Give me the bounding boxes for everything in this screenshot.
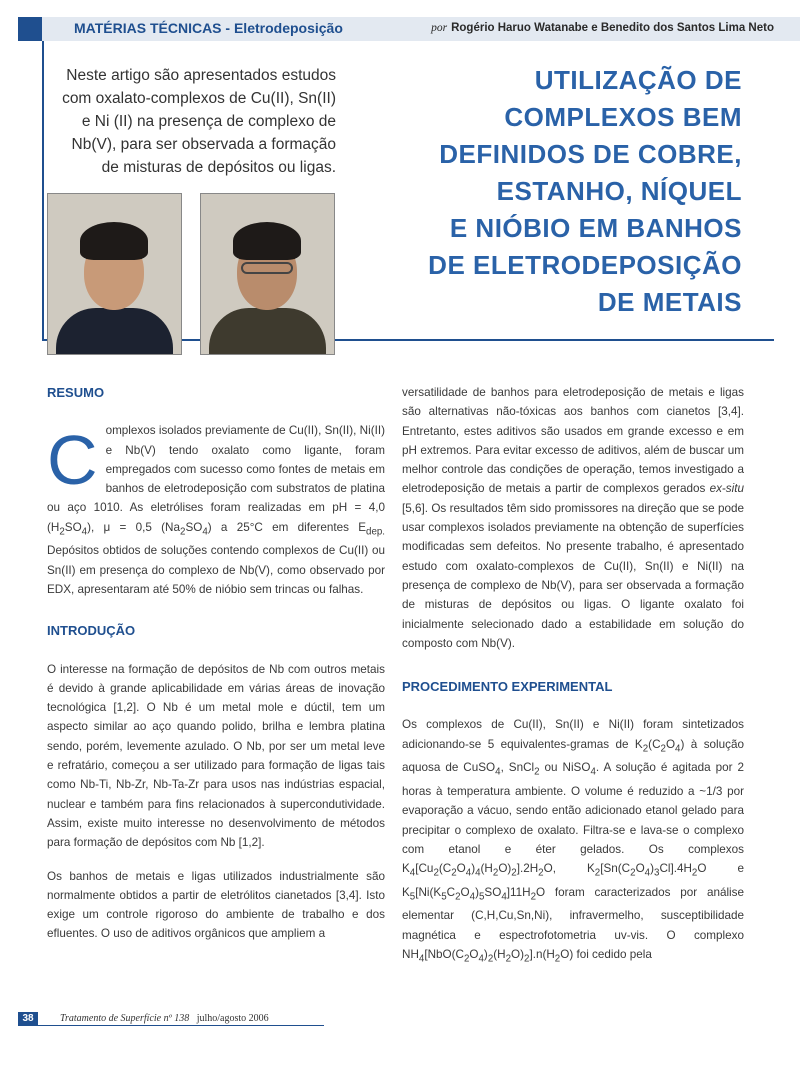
title-line: ESTANHO, NÍQUEL: [496, 176, 742, 206]
footer-citation: [60, 1013, 269, 1024]
footer-rule: [38, 1025, 324, 1026]
author-photo-1: [47, 193, 182, 355]
glasses-shape: [241, 262, 293, 274]
left-column: [47, 383, 385, 958]
section-label: MATÉRIAS TÉCNICAS - Eletrodeposição: [74, 20, 343, 36]
title-line: UTILIZAÇÃO DE: [534, 65, 742, 95]
author-photo-2: [200, 193, 335, 355]
title-line: DE METAIS: [597, 287, 742, 317]
author-names: Rogério Haruo Watanabe e Benedito dos Santos Lima Neto: [451, 22, 774, 34]
introducao-paragraph-2: Os banhos de metais e ligas utilizados industrialmente são normalmente obtidos a partir de eletrólitos cianetados [3,4]. Isto exige um controle rigoroso do ambiente de trabalho e dos efluentes. O uso de aditivos orgânicos que ampliem a: [47, 869, 385, 941]
author-line: [431, 22, 774, 34]
title-line: COMPLEXOS BEM: [504, 102, 742, 132]
magazine-name: Tratamento de Superfície nº 138: [60, 1013, 190, 1024]
introducao-paragraph-3: versatilidade de banhos para eletrodeposição de metais e ligas são alternativas não-tóxicas aos banhos com cianetos [3,4]. Entretanto, estes aditivos são usados em grande excesso e em pH extremos. Para evitar excesso de aditivos, além de buscar um melhor controle das condições de operação, temos investigado a eletrodeposição de metais a partir de complexos gerados ex-situ [5,6]. Os resultados têm sido promissores na direção que se pode usar complexos isolados previamente na obtenção de superfícies modificadas sem defeitos. No presente trabalho, é apresentado estudo com oxalato-complexos de Cu(II), Sn(II) e Ni(II) na presença de complexo de Nb(V), para ser observada a formação de misturas de depósitos ou ligas. O ligante oxalato foi inicialmente selecionado dado a estabilidade em solução do composto com Nb(V).: [402, 386, 744, 650]
author-prefix: por: [431, 22, 448, 34]
drop-cap: C: [47, 421, 98, 500]
issue-date: julho/agosto 2006: [196, 1013, 269, 1024]
title-line: E NIÓBIO EM BANHOS: [449, 213, 742, 243]
introducao-heading: INTRODUÇÃO: [47, 623, 136, 639]
title-line: DE ELETRODEPOSIÇÃO: [428, 250, 742, 280]
right-column: [402, 383, 744, 983]
procedimento-heading: PROCEDIMENTO EXPERIMENTAL: [402, 679, 613, 695]
header-tab-marker: [18, 17, 42, 41]
page-number: 38: [18, 1012, 38, 1026]
resumo-heading: RESUMO: [47, 385, 105, 400]
article-title: [362, 62, 742, 321]
frame-vertical-rule: [42, 41, 44, 341]
resumo-paragraph: Complexos isolados previamente de Cu(II), Sn(II), Ni(II) e Nb(V) tendo oxalato como ligante, foram empregados com sucesso como fontes de metais em banhos de eletrodeposição com substratos de platina ou aço 1010. As eletrólises foram realizadas em pH = 4,0 $(H_2SO_4)$, μ = 0,5 $(Na_2SO_4)$ a 25°C em diferentes $E_{dep.}$ Depósitos obtidos de soluções contendo complexos de Cu(II) ou Sn(II) em presença do complexo de Nb(V), como observado por EDX, apresentaram até 50% de nióbio sem trincas ou falhas.: [47, 421, 385, 596]
procedimento-paragraph: Os complexos de Cu(II), Sn(II) e Ni(II) foram sintetizados adicionando-se 5 equivalentes-gramas de $K_2(C_2O_4)$ à solução aquosa de CuSO$_4$, SnCl$_2$ ou NiSO$_4$. A solução é agitada por 2 horas à temperatura ambiente. O volume é reduzido a ~1/3 por evaporação a vácuo, sendo então adicionado etanol gelado para precipitar o complexo de oxalato. Filtra-se e lava-se o complexo com etanol e éter gelados. Os complexos $K_4[Cu_2(C_2O_4)_4(H_2O)_2].2H_2O$, $K_2[Sn(C_2O_4)_3Cl].4H_2O$ e $K_5[Ni(K_5C_2O_4)_5SO_4]11H_2O$ foram caracterizados por análise elementar (C,H,Cu,Sn,Ni), infravermelho, susceptibilidade magnética e espectrofotometria uv-vis. O complexo $NH_4[NbO(C_2O_4)_2(H_2O)_2].n(H_2O)$ foi cedido pela: [402, 718, 744, 965]
title-line: DEFINIDOS DE COBRE,: [439, 139, 742, 169]
introducao-paragraph-1: O interesse na formação de depósitos de Nb com outros metais é devido à grande aplicabilidade em várias áreas de inovação tecnológica [1,2]. O Nb é um metal mole e dúctil, tem um aspecto similar ao aço quando polido, brilha e lembra platina sendo, porém, levemente azulado. O Nb, por ser um metal leve e refratário, começou a ser utilizado para formação de ligas tais como Nb-Ti, Nb-Zr, Nb-Ta-Zr para usos nas indústrias espacial, nuclear e também para fins relacionados à supercondutividade. Assim, existe muito interesse no desenvolvimento de métodos para formação de depósitos com Nb [1,2].: [47, 662, 385, 850]
article-abstract: Neste artigo são apresentados estudos com oxalato-complexos de Cu(II), Sn(II) e Ni (II) na presença de complexo de Nb(V), para ser observada a formação de misturas de depósitos ou ligas.: [62, 67, 336, 176]
